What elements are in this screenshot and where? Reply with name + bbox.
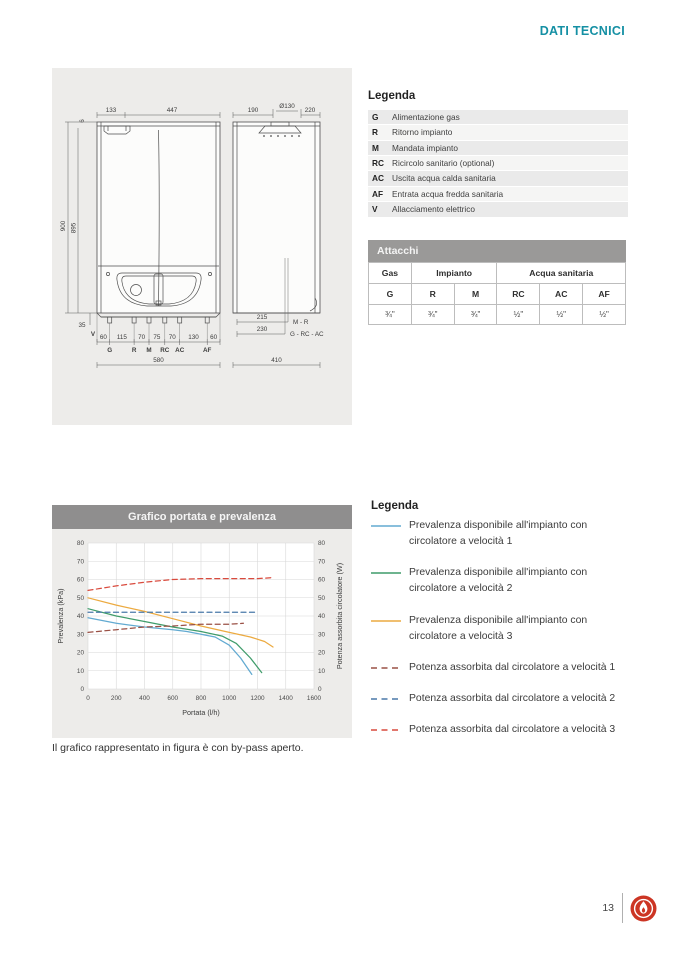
y-tick-left: 30 xyxy=(76,631,84,639)
y-tick-left: 50 xyxy=(76,594,84,602)
legend-label: Uscita acqua calda sanitaria xyxy=(392,173,496,184)
front-view xyxy=(97,122,220,342)
label-g-rc-ac: G - RC - AC xyxy=(290,331,324,338)
y-tick-right: 60 xyxy=(318,576,326,584)
y-tick-right: 20 xyxy=(318,649,326,657)
attacchi-column: AF xyxy=(583,284,626,305)
y-axis-title-right: Potenza assorbita circolatore (W) xyxy=(335,562,344,670)
attacchi-column: AC xyxy=(540,284,583,305)
legend-row-rc xyxy=(368,156,628,170)
page-title: DATI TECNICI xyxy=(539,24,625,38)
x-tick: 600 xyxy=(167,695,179,702)
dim-35: 35 xyxy=(78,322,86,329)
chart-caption: Il grafico rappresentato in figura è con by-pass aperto. xyxy=(52,742,304,754)
attacchi-header: Attacchi xyxy=(368,240,626,262)
ports-legend-title: Legenda xyxy=(368,90,416,102)
footer-divider xyxy=(622,893,623,923)
side-view xyxy=(233,122,320,334)
chart-legend-label: Prevalenza disponibile all'impianto con circolatore a velocità 3 xyxy=(409,614,588,642)
attacchi-group: Gas xyxy=(369,263,412,284)
chart-legend-item-3 xyxy=(371,613,639,645)
x-tick: 0 xyxy=(86,695,90,702)
chart-legend-item-4 xyxy=(371,660,639,676)
x-tick: 1000 xyxy=(222,695,237,702)
chart-legend-item-1 xyxy=(371,518,639,550)
legend-key: G xyxy=(372,112,379,122)
attacchi-group: Acqua sanitaria xyxy=(497,263,626,284)
svg-text:70: 70 xyxy=(138,334,146,341)
chart-legend-label: Prevalenza disponibile all'impianto con circolatore a velocità 1 xyxy=(409,520,588,548)
dim-133: 133 xyxy=(105,107,117,114)
attacchi-value: ¾" xyxy=(369,305,412,325)
dim-diam-130: Ø130 xyxy=(279,103,295,110)
chart-legend xyxy=(371,500,639,753)
dashed-line-swatch-icon xyxy=(371,666,401,670)
port-v-label: V xyxy=(90,331,96,338)
y-tick-right: 80 xyxy=(318,540,326,548)
attacchi-column: G xyxy=(369,284,412,305)
bottom-dims xyxy=(100,334,218,341)
x-tick: 1400 xyxy=(278,695,293,702)
boiler-dimension-drawing xyxy=(52,68,352,425)
x-tick: 200 xyxy=(110,695,122,702)
solid-line-swatch-icon xyxy=(371,524,401,528)
chart-legend-item-6 xyxy=(371,722,639,738)
dim-580: 580 xyxy=(153,357,164,364)
svg-text:AC: AC xyxy=(175,347,185,354)
x-tick: 1600 xyxy=(306,695,322,702)
legend-label: Ricircolo sanitario (optional) xyxy=(392,158,495,169)
dim-190: 190 xyxy=(247,107,259,114)
y-tick-left: 80 xyxy=(76,540,84,548)
svg-text:M: M xyxy=(146,347,152,354)
chart-legend-label: Potenza assorbita dal circolatore a velocità 1 xyxy=(409,661,616,673)
dim-230: 230 xyxy=(256,326,268,333)
chart-panel xyxy=(52,505,352,738)
brand-flame-logo-icon xyxy=(630,895,657,922)
y-tick-right: 50 xyxy=(318,594,326,602)
legend-row-m xyxy=(368,141,628,155)
attacchi-column: M xyxy=(454,284,497,305)
chart-title: Grafico portata e prevalenza xyxy=(52,505,352,529)
svg-text:60: 60 xyxy=(99,334,107,341)
x-tick: 1200 xyxy=(250,695,265,702)
legend-label: Mandata impianto xyxy=(392,142,458,153)
x-tick: 800 xyxy=(195,695,207,702)
legend-key: RC xyxy=(372,158,384,169)
attacchi-column: RC xyxy=(497,284,540,305)
chart-legend-title: Legenda xyxy=(371,500,419,512)
legend-row-v xyxy=(368,202,628,216)
chart-legend-label: Prevalenza disponibile all'impianto con circolatore a velocità 2 xyxy=(409,567,588,595)
y-tick-left: 40 xyxy=(76,613,84,621)
dim-900: 900 xyxy=(60,220,67,232)
dim-220: 220 xyxy=(304,107,316,114)
legend-row-r xyxy=(368,125,628,139)
y-tick-right: 10 xyxy=(318,667,326,675)
solid-line-swatch-icon xyxy=(371,619,401,623)
chart-legend-item-5 xyxy=(371,691,639,707)
dim-215: 215 xyxy=(256,314,268,321)
dashed-line-swatch-icon xyxy=(371,728,401,732)
y-tick-left: 0 xyxy=(80,686,84,694)
y-tick-left: 70 xyxy=(76,558,84,566)
technical-drawing-panel xyxy=(52,68,352,425)
solid-line-swatch-icon xyxy=(371,571,401,575)
svg-text:G: G xyxy=(107,347,113,354)
y-tick-right: 40 xyxy=(318,613,326,621)
attacchi-section xyxy=(368,240,626,325)
svg-text:70: 70 xyxy=(168,334,176,341)
legend-label: Entrata acqua fredda sanitaria xyxy=(392,188,504,199)
y-axis-title-left: Prevalenza (kPa) xyxy=(56,588,65,644)
attacchi-value: ½" xyxy=(497,305,540,325)
y-tick-left: 60 xyxy=(76,576,84,584)
attacchi-table xyxy=(368,262,626,325)
attacchi-value: ½" xyxy=(583,305,626,325)
dim-895: 895 xyxy=(70,222,78,234)
chart-legend-item-2 xyxy=(371,565,639,597)
legend-row-af xyxy=(368,187,628,201)
svg-text:AF: AF xyxy=(202,347,212,354)
chart-legend-label: Potenza assorbita dal circolatore a velocità 2 xyxy=(409,692,616,704)
label-m-r: M - R xyxy=(293,319,309,326)
attacchi-value: ¾" xyxy=(411,305,454,325)
attacchi-value: ½" xyxy=(540,305,583,325)
attacchi-group: Impianto xyxy=(411,263,497,284)
port-letters xyxy=(107,347,211,354)
dim-447: 447 xyxy=(166,107,178,114)
x-tick: 400 xyxy=(139,695,150,702)
legend-key: AF xyxy=(372,188,384,199)
x-axis-title: Portata (l/h) xyxy=(182,708,220,717)
ports-legend-rows xyxy=(368,110,628,217)
svg-text:130: 130 xyxy=(188,334,199,341)
legend-key: AC xyxy=(372,173,384,184)
svg-text:75: 75 xyxy=(153,334,161,341)
flow-head-chart xyxy=(52,531,352,731)
attacchi-column: R xyxy=(411,284,454,305)
y-tick-left: 20 xyxy=(76,649,84,657)
legend-row-ac xyxy=(368,171,628,185)
page-number: 13 xyxy=(602,902,614,914)
legend-row-g xyxy=(368,110,628,124)
legend-key: R xyxy=(372,127,378,138)
attacchi-value: ¾" xyxy=(454,305,497,325)
page-footer xyxy=(602,893,657,923)
svg-text:R: R xyxy=(131,347,137,354)
legend-label: Ritorno impianto xyxy=(392,127,453,138)
y-tick-left: 10 xyxy=(76,667,84,675)
dim-410: 410 xyxy=(271,357,282,364)
svg-text:115: 115 xyxy=(116,334,127,341)
y-tick-right: 30 xyxy=(318,631,326,639)
svg-text:RC: RC xyxy=(160,347,170,354)
dashed-line-swatch-icon xyxy=(371,697,401,701)
y-tick-right: 70 xyxy=(318,558,326,566)
ports-legend xyxy=(368,90,628,218)
legend-key: M xyxy=(372,142,379,153)
svg-text:60: 60 xyxy=(210,334,218,341)
chart-legend-label: Potenza assorbita dal circolatore a velocità 3 xyxy=(409,724,616,735)
dim-6: 6 xyxy=(79,119,86,123)
pipe-stubs xyxy=(108,317,210,323)
chart-legend-items xyxy=(371,518,639,738)
legend-label: Alimentazione gas xyxy=(392,112,460,122)
legend-key: V xyxy=(372,204,378,215)
y-tick-right: 0 xyxy=(318,686,322,694)
legend-label: Allacciamento elettrico xyxy=(392,204,476,215)
